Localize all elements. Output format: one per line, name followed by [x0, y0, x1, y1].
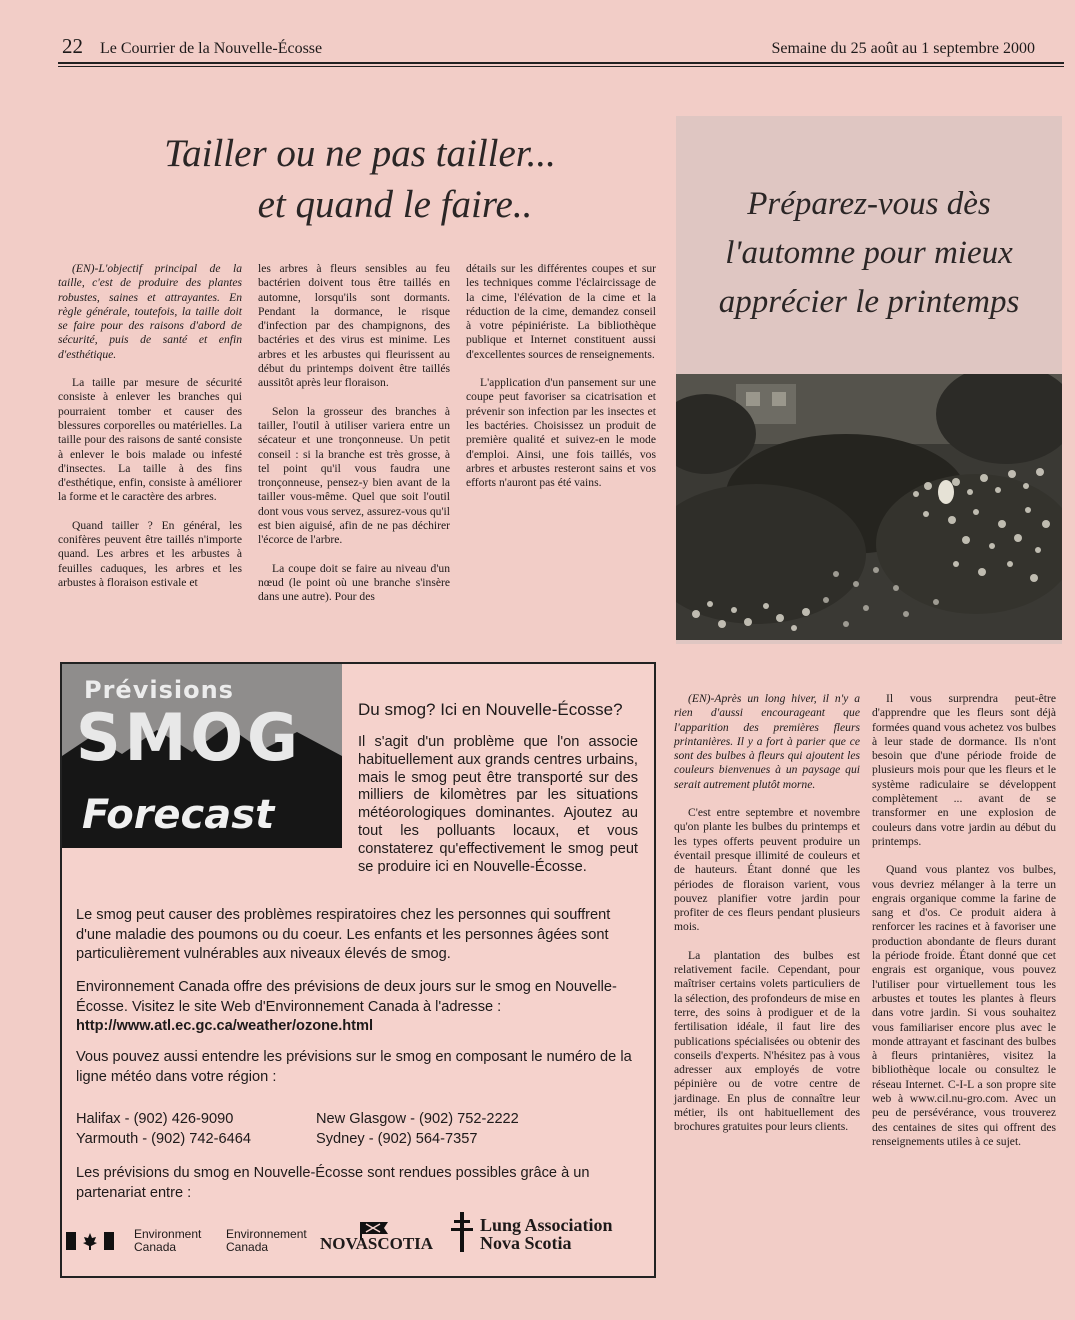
article2-paragraph: Il vous surprendra peut-être d'apprendre que les fleurs sont déjà formées quand vous achetez vos bulbes à leur stade de dormance. Ils n'ont besoin que d'une période froide de plusieurs mois pour que les fleurs et le système radiculaire se développent complètement ... avant de se transformer en une explosion de couleurs dans votre jardin au début du printemps.: [872, 692, 1056, 848]
phone-halifax: Halifax - (902) 426-9090: [76, 1111, 234, 1127]
article2-lead: (EN)-Après un long hiver, il n'y a rien d'aussi encourageant que l'apparition des premières fleurs printanières. Il y a fort à parier que ce sont des bulbes à fleurs qui ajoutent les couleurs bienvenues à un paysage qui serait autrement plutôt morne.: [674, 692, 860, 791]
page-number: 22: [62, 34, 83, 58]
article1-paragraph: les arbres à fleurs sensibles au feu bactérien doivent tous être taillés en automne, lorsqu'ils sont dormants. Pendant la dormance, le risque d'infection par des champignons, des bactéries et des virus est minime. Les arbres et les arbustes qui fleurissent au début du printemps doivent être taillés aussitôt après leur floraison.: [258, 262, 450, 390]
ad-paragraph-health: Le smog peut causer des problèmes respiratoires chez les personnes qui souffrent d'une maladie des poumons ou du coeur. Les enfants et les personnes âgées sont particulièrement vulnérables aux niveaux élevés de smog.: [76, 907, 611, 962]
ad-paragraph-partners: Les prévisions du smog en Nouvelle-Écosse sont rendues possibles grâce à un partenariat entre :: [76, 1165, 590, 1201]
header-rule-thin: [58, 66, 1064, 67]
article2-column2: [872, 692, 1056, 1163]
article1-paragraph: La coupe doit se faire au niveau d'un nœud (le point où une branche s'insère dans une autre). Pour des: [258, 561, 450, 604]
article2-title-line2: l'automne pour mieux: [725, 235, 1013, 271]
logo-previsions-text: Prévisions: [84, 676, 234, 704]
article1-column3: [466, 262, 656, 504]
logo-smog-text: SMOG: [76, 699, 302, 776]
article2-title-line1: Préparez-vous dès: [747, 186, 991, 222]
article1-paragraph: Selon la grosseur des branches à tailler, l'outil à utiliser variera entre un sécateur et une tronçonneuse. Un petit conseil : si la branche est très grosse, à tel point qu'il vous faudra une tronçonneuse, pensez-y bien avant de la tailler vous-même. Quel que soit l'outil dont vous vous servez, assurez-vous qu'il est bien aiguisé, afin de ne pas déchirer l'écorce de l'arbre.: [258, 404, 450, 547]
article1-lead: (EN)-L'objectif principal de la taille, c'est de produire des plantes robustes, saines et attrayantes. En règle générale, toutefois, la taille doit se faire pour des raisons d'abord de sécurité, puis de santé et enfin d'esthétique.: [58, 262, 242, 361]
environment-canada-en: [134, 1228, 201, 1254]
sponsor-ec-fr-line2: Canada: [226, 1240, 269, 1254]
ad-paragraph-website: [76, 978, 642, 1037]
article2-paragraph: Quand vous plantez vos bulbes, vous devriez mélanger à la terre un engrais organique comme la farine de sang et d'os. Ce produit aidera à renforcer les racines et à favoriser une production abondante de fleurs durant la période froide. Étant donné que cet engrais est organique, vous pouvez l'utiliser pour virtuellement tous les arbustes et toutes les plantes à fleurs dans votre jardin. Si vous souhaitez vous familiariser encore plus avec le monde attrayant et fascinant des bulbes à fleurs printanières, visitez la bibliothèque locale ou consultez le réseau Internet. C-I-L a son propre site web à www.cil.nu-gro.com. Avec un peu de persévérance, vous trouverez des centaines de sites qui offrent des renseignements utiles à ce sujet.: [872, 863, 1056, 1148]
nova-scotia-logo-text: NOVASCOTIA: [320, 1234, 434, 1253]
sponsor-ec-fr-line1: Environnement: [226, 1227, 307, 1241]
double-cross-icon: [450, 1212, 474, 1256]
sponsor-ec-en-line2: Canada: [134, 1240, 177, 1254]
article1-title-line1: Tailler ou ne pas tailler...: [164, 132, 556, 175]
garden-photo: [676, 374, 1062, 640]
article1-title-line2: et quand le faire..: [257, 183, 533, 226]
environnement-canada-fr: [226, 1228, 307, 1254]
ad-paragraph-phone: Vous pouvez aussi entendre les prévisions sur le smog en composant le numéro de la ligne météo dans votre région :: [76, 1049, 632, 1085]
article2-paragraph: La plantation des bulbes est relativement facile. Cependant, pour maîtriser certains volets particuliers de la sélection, des profondeurs de mise en terre, des soins à prodiguer et de la fertilisation idéale, il faut lire des publications spécialisées ou obtenir des conseils d'experts. N'hésitez pas à vous adresser aux employés de votre pépinière ou de votre centre de jardinage. En plus de connaître leur métier, ils ont habituellement des brochures gratuites pour leurs clients.: [674, 948, 860, 1134]
article2-column1: [674, 692, 860, 1149]
canada-flag-icon: [66, 1230, 114, 1252]
logo-forecast-text: Forecast: [82, 792, 275, 838]
ad-website-text: Environnement Canada offre des prévisions de deux jours sur le smog en Nouvelle-Écosse. Visitez le site Web d'Environnement Canada à l'adresse :: [76, 979, 617, 1015]
article2-headline: [684, 180, 1054, 327]
newspaper-name: Le Courrier de la Nouvelle-Écosse: [100, 40, 323, 57]
article1-headline: [140, 128, 580, 230]
article2-title-line3: apprécier le printemps: [718, 284, 1020, 320]
phone-new-glasgow: New Glasgow - (902) 752-2222: [316, 1111, 519, 1127]
ad-website-link[interactable]: http://www.atl.ec.gc.ca/weather/ozone.html: [76, 1018, 374, 1034]
article1-column2: [258, 262, 450, 619]
phone-yarmouth: Yarmouth - (902) 742-6464: [76, 1130, 251, 1147]
article1-paragraph: détails sur les différentes coupes et sur les techniques comme l'éclaircissage de la cime, l'élévation de la cime et la réduction de la cime, demandez conseil à votre pépiniériste. La bibliothèque publique et Internet constituent aussi d'excellentes sources de renseignements.: [466, 262, 656, 361]
ad-intro: Il s'agit d'un problème que l'on associe habituellement aux grands centres urbains, mais le smog peut être transporté sur des milliers de kilomètres par les situations météorologiques dominantes. Ajoutez au tout les polluants locaux, et vous constaterez qu'effectivement le smog peut se produire ici en Nouvelle-Écosse.: [358, 734, 638, 875]
smog-forecast-logo: [62, 664, 342, 848]
logo-top-band: [62, 664, 342, 784]
article1-paragraph: La taille par mesure de sécurité consiste à enlever les branches qui pourraient tomber et causer des blessures corporelles ou matérielles. La taille pour des raisons de santé consiste à enlever le bois malade ou infesté d'insectes. La taille à des fins d'esthétique, enfin, consiste à améliorer la forme et le caractère des arbres.: [58, 376, 242, 504]
lung-association-logo-text: [480, 1216, 613, 1252]
article1-paragraph: L'application d'un pansement sur une coupe peut favoriser sa cicatrisation et prévenir son infection par les insectes et les bactéries. Choisissez un produit de première qualité et suivez-en le mode d'emploi. Ainsi, une fois taillés, vos arbres et arbustes resteront sains et vos efforts n'auront pas été vains.: [466, 376, 656, 490]
logo-bottom-band: [62, 784, 342, 848]
sponsor-lung-line2: Nova Scotia: [480, 1233, 572, 1253]
article2-paragraph: C'est entre septembre et novembre qu'on plante les bulbes du printemps et les types offerts peuvent produire un éventail presque illimité de couleurs et de hauteurs. Étant donné que les périodes de floraison varient, vous pouvez planifier votre jardin pour profiter de ces fleurs pendant plusieurs mois.: [674, 806, 860, 934]
article1-column1: [58, 262, 242, 604]
phone-sydney: Sydney - (902) 564-7357: [316, 1130, 478, 1147]
issue-date: Semaine du 25 août au 1 septembre 2000: [771, 40, 1035, 57]
article1-paragraph: Quand tailler ? En général, les conifères peuvent être taillés n'importe quand. Les arbres et les arbustes à feuilles caduques, les arbres et les arbustes à floraison estivale et: [58, 518, 242, 589]
ad-headline: Du smog? Ici en Nouvelle-Écosse?: [358, 700, 623, 719]
header-rule: [58, 62, 1064, 64]
sponsor-ec-en-line1: Environment: [134, 1227, 202, 1241]
sponsor-lung-line1: Lung Association: [480, 1215, 613, 1235]
